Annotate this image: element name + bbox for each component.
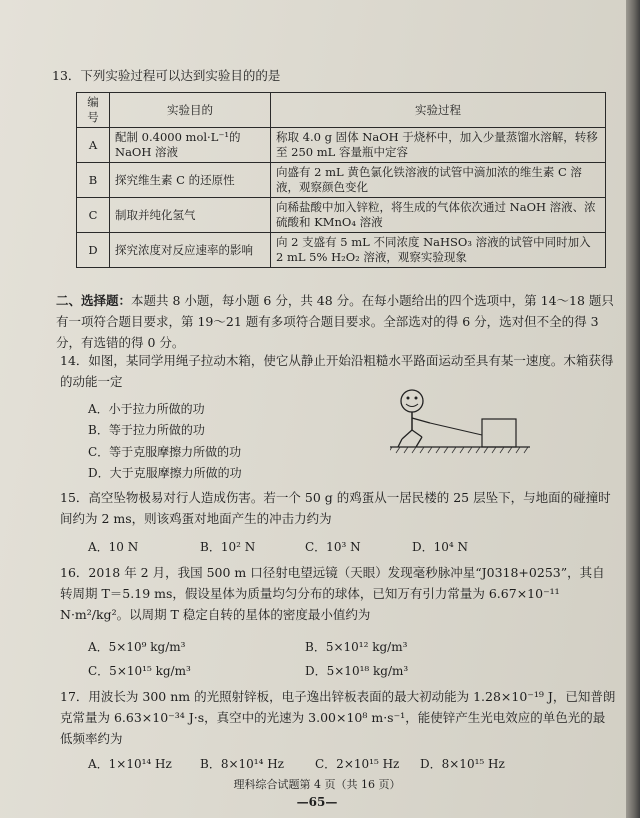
- question-13-stem: 13．下列实验过程可以达到实验目的的是: [52, 68, 281, 83]
- question-14-stem: 14．如图，某同学用绳子拉动木箱，使它从静止开始沿粗糙水平路面运动至具有某一速度。木箱获得的动能一定: [60, 353, 614, 389]
- row-id: A: [77, 128, 110, 163]
- q17-option-c: C．2×10¹⁵ Hz: [315, 757, 400, 771]
- row-purpose: 配制 0.4000 mol·L⁻¹的NaOH 溶液: [110, 128, 271, 163]
- table-row: [77, 163, 606, 198]
- question-16-stem: 16．2018 年 2 月，我国 500 m 口径射电望远镜（天眼）发现毫秒脉冲星“J0318+0253”，其自转周期 T＝5.19 ms，假设星体为质量均匀分布的球体，已知万有引力常量为 6.67×10⁻¹¹ N·m²/kg²。以周期 T 稳定自转的星体的密度最小值约为: [60, 565, 605, 622]
- question-15-stem: 15．高空坠物极易对行人造成伤害。若一个 50 g 的鸡蛋从一居民楼的 25 层坠下，与地面的碰撞时间约为 2 ms，则该鸡蛋对地面产生的冲击力约为: [60, 490, 611, 526]
- q14-option-d: D．大于克服摩擦力所做的功: [88, 466, 242, 480]
- row-process: 向稀盐酸中加入锌粒，将生成的气体依次通过 NaOH 溶液、浓硫酸和 KMnO₄ 溶液: [271, 198, 606, 233]
- q17-option-d: D．8×10¹⁵ Hz: [420, 757, 505, 771]
- q17-option-b: B．8×10¹⁴ Hz: [200, 757, 285, 771]
- header-purpose: 实验目的: [110, 93, 271, 128]
- section-2-text: 本题共 8 小题，每小题 6 分，共 48 分。在每小题给出的四个选项中，第 14～18 题只有一项符合题目要求，第 19～21 题有多项符合题目要求。全部选对的得 6 分，选对但不全的得 3 分，有选错的得 0 分。: [56, 293, 614, 350]
- page-number: —65—: [296, 795, 338, 809]
- header-process: 实验过程: [271, 93, 606, 128]
- row-purpose: 探究维生素 C 的还原性: [110, 163, 271, 198]
- page-info: 理科综合试题第 4 页（共 16 页）: [233, 778, 401, 791]
- experiment-table: [76, 92, 606, 268]
- row-id: B: [77, 163, 110, 198]
- q15-option-d: D．10⁴ N: [412, 540, 469, 554]
- pulling-box-figure: [390, 385, 530, 460]
- row-process: 称取 4.0 g 固体 NaOH 于烧杯中，加入少量蒸馏水溶解，转移至 250 mL 容量瓶中定容: [271, 128, 606, 163]
- section-2-label: 二、选择题：: [56, 293, 132, 308]
- table-row: [77, 198, 606, 233]
- table-row: [77, 233, 606, 268]
- row-purpose: 制取并纯化氢气: [110, 198, 271, 233]
- q14-option-a: A．小于拉力所做的功: [88, 402, 205, 416]
- q15-option-a: A．10 N: [88, 540, 139, 554]
- row-id: D: [77, 233, 110, 268]
- page-edge-shadow: [626, 0, 640, 818]
- table-row: [77, 128, 606, 163]
- q14-option-c: C．等于克服摩擦力所做的功: [88, 445, 242, 459]
- row-process: 向 2 支盛有 5 mL 不同浓度 NaHSO₃ 溶液的试管中同时加入 2 mL 5% H₂O₂ 溶液，观察实验现象: [271, 233, 606, 268]
- section-2-instructions: [56, 290, 616, 353]
- q16-option-a: A．5×10⁹ kg/m³: [88, 640, 186, 654]
- question-17-stem: 17．用波长为 300 nm 的光照射锌板，电子逸出锌板表面的最大初动能为 1.28×10⁻¹⁹ J，已知普朗克常量为 6.63×10⁻³⁴ J·s，真空中的光速为 3.00×10⁸ m·s⁻¹，能使锌产生光电效应的单色光的最低频率约为: [60, 689, 616, 746]
- q17-option-a: A．1×10¹⁴ Hz: [88, 757, 172, 771]
- q16-option-b: B．5×10¹² kg/m³: [305, 640, 408, 654]
- table-header-row: [77, 93, 606, 128]
- q15-option-c: C．10³ N: [305, 540, 361, 554]
- row-id: C: [77, 198, 110, 233]
- q15-option-b: B．10² N: [200, 540, 256, 554]
- header-id: 编号: [77, 93, 110, 128]
- row-process: 向盛有 2 mL 黄色氯化铁溶液的试管中滴加浓的维生素 C 溶液，观察颜色变化: [271, 163, 606, 198]
- q14-option-b: B．等于拉力所做的功: [88, 423, 205, 437]
- q16-option-c: C．5×10¹⁵ kg/m³: [88, 664, 191, 678]
- q16-option-d: D．5×10¹⁸ kg/m³: [305, 664, 409, 678]
- row-purpose: 探究浓度对反应速率的影响: [110, 233, 271, 268]
